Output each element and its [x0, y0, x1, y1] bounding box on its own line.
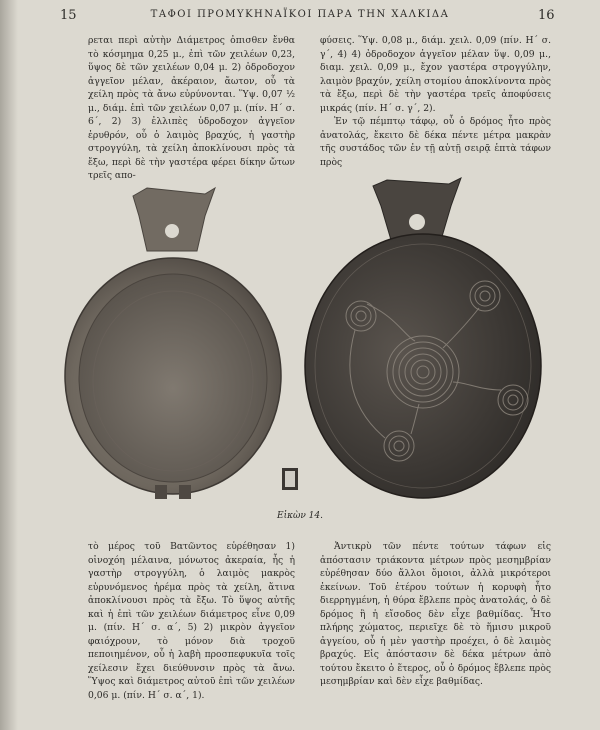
page-edge-shadow: [0, 0, 18, 730]
paragraph: τὸ μέρος τοῦ Βατῶντος εὑρέθησαν 1) οἰνοχόη μέλαινα, μόνωτος ἀκεραία, ἧς ἡ γαστὴρ στρογγύλη, ὁ λαιμὸς μακρὸς εὐρυνόμενος ἠρέμα πρὸς τὰ χείλη, ἅτινα ἀποκλίνουσι πρὸς τὰ ἔξω. Τὸ ὕψος αὐτῆς καὶ ἡ ἐπὶ τῶν χειλέων διάμετρος εἶνε 0,09 μ. (πίν. Η΄ σ. α΄, 5) 2) μικρὸν ἀγγεῖον φαιόχρουν, τὸ μόνον διὰ τροχοῦ πεποιημένον, οὗ ἡ λαβὴ προσπεφυκυῖα τοῖς χείλεσιν ἔχει διεύθυνσιν πρὸς τὰ ἄνω. Ὕψος καὶ διάμετρος αὐτοῦ ἐπὶ τῶν χειλέων 0,06 μ. (πίν. Η΄ σ. α΄, 1).: [88, 541, 295, 701]
scale-block: [282, 468, 298, 490]
paragraph: φύσεις. Ὕψ. 0,08 μ., διάμ. χειλ. 0,09 (πίν. Η΄ σ. γ΄, 4) 4) ὀδροδοχον ἀγγεῖον μέλαν ὕψ. 0,09 μ., διαμ. χειλ. 0,09 μ., ἔχον γαστέρα στρογγύλην, λαιμὸν βραχύν, χείλη στομίου ἀποκλίνοντα πρὸς τὰ ἔξω, περὶ δὲ τὴν γαστέρα τρεῖς ἀποφύσεις μικράς (πίν. Η΄ σ. γ΄, 2).: [320, 35, 551, 114]
figure-caption: Εἰκὼν 14.: [277, 511, 323, 521]
page-number-right: 16: [538, 8, 555, 23]
page-header: [0, 8, 600, 24]
paragraph: Ἐν τῷ πέμπτῳ τάφῳ, οὗ ὁ δρόμος ἦτο πρὸς ἀνατολάς, ἔκειτο δὲ δέκα πέντε μέτρα μακρὰν τῆς συστάδος τῶν ἐν τῇ αὐτῇ σειρᾷ ἑπτὰ τάφων πρὸς: [320, 116, 551, 168]
text-column-bottom-left: [88, 540, 295, 702]
text-column-top-right: [320, 34, 551, 169]
text-column-bottom-right: [320, 540, 551, 689]
pan-left: [65, 188, 281, 499]
paragraph: ρεται περὶ αὐτὴν Διάμετρος ὀπισθεν ἔνθα τὸ κόσμημα 0,25 μ., ἐπὶ τῶν χειλέων 0,23, ὕψος δὲ τῶν χειλέων 0,04 μ. 2) ὀδροδοχον ἀγγεῖον μέλαν, ἀκέραιον, ἄωτον, οὗ τὰ χείλη πρὸς τὰ ἄνω εὐρύνονται. Ὕψ. 0,07 ½ μ., διάμ. ἐπὶ τῶν χειλέων 0,07 μ. (πίν. Η΄ σ. 6΄, 2) 3) ἐλλιπὲς ὑδροδοχον ἀγγεῖον ἐρυθρόν, οὗ ὁ λαιμὸς βραχύς, ἡ γαστὴρ στρογγύλη, τὰ χείλη ἀποκλίνουσι πρὸς τὰ ἔξω, περὶ δὲ τὴν γαστέρα φέρει δίκην ὤτων τρεῖς απο-: [88, 35, 295, 181]
pan-right: [305, 178, 541, 498]
page-number-left: 15: [60, 8, 77, 23]
text-column-top-left: [88, 34, 295, 183]
figure-frying-pans: [55, 176, 575, 506]
running-title: ΤΑΦΟΙ ΠΡΟΜΥΚΗΝΑΪΚΟΙ ΠΑΡΑ ΤΗΝ ΧΑΛΚΙΔΑ: [150, 9, 450, 20]
paragraph: Ἀντικρὺ τῶν πέντε τούτων τάφων εἰς ἀπόστασιν τριάκοντα μέτρων πρὸς μεσημβρίαν εὑρέθησαν δύο ἄλλοι ὅμοιοι, ἀλλὰ μικρότεροι ἐκείνων. Τοῦ ἑτέρου τούτων ἡ κορυφὴ ἦτο διερρηγμένη, ἡ θύρα ἔβλεπε πρὸς ἀνατολάς, ὁ δὲ δρόμος ἢ ἡ εἴσοδος δὲν εἶχε βαθμίδας. Ἦτο πλήρης χώματος, περιεῖχε δὲ τὸ ἥμισυ μικροῦ ἀγγείου, οὗ ἡ μὲν γαστὴρ προέχει, ὁ δὲ λαιμὸς βραχύς. Εἰς ἀπόστασιν δὲ δέκα μέτρων ἀπὸ τούτου ἔκειτο ὁ ἕτερος, οὗ ὁ δρόμος ἔβλεπε πρὸς μεσημβρίαν καὶ δὲν εἶχε βαθμίδας.: [320, 541, 551, 687]
